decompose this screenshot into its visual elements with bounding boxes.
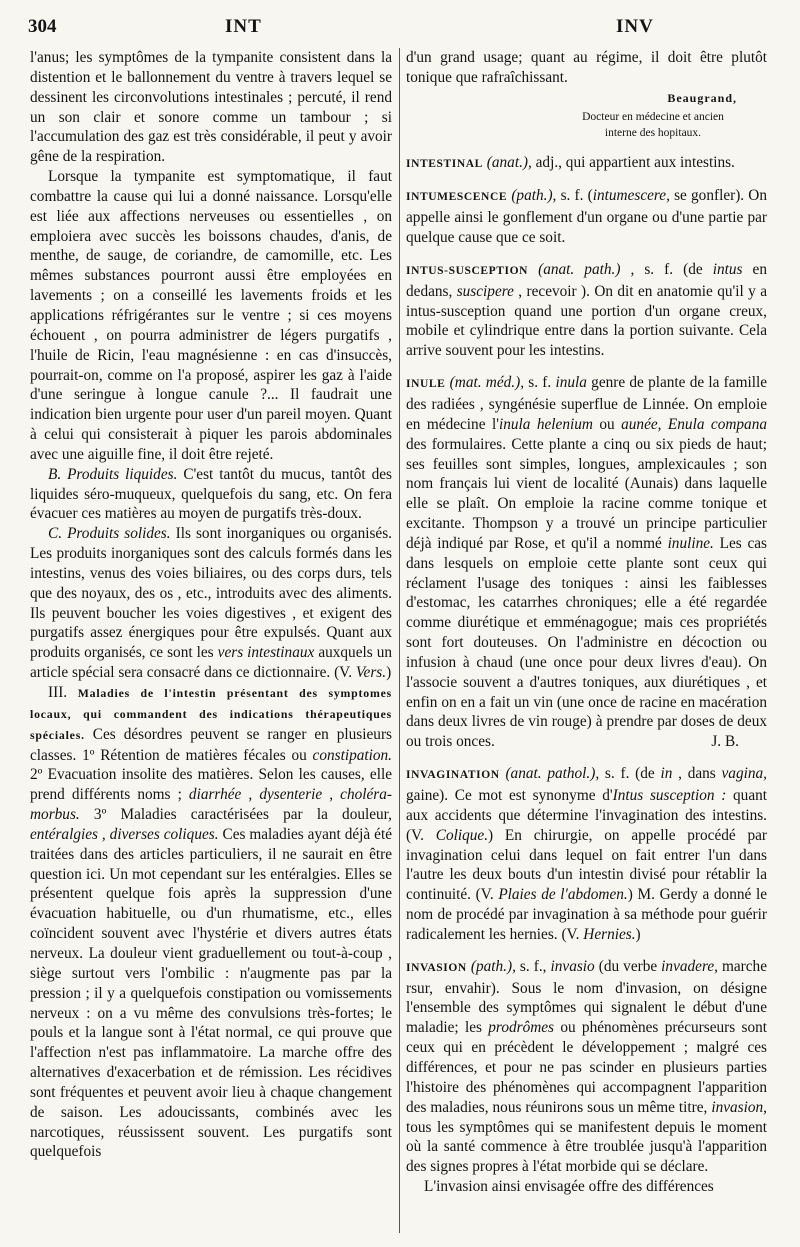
cross-reference: Plaies de l'abdomen. <box>498 886 628 904</box>
section-iii-paragraph: III. Maladies de l'intestin présentant des symptomes locaux, qui commandent des indications thérapeutiques spéciales. Ces désordres peuvent se ranger en plusieurs classes. 1º Rétention de matières fécales ou constipation. 2º Evacuation insolite des matières. Selon les causes, elle prend différents noms ; diarrhée , dysenterie , choléra-morbus. 3º Maladies caractérisées par la douleur, entéralgies , diverses coliques. Ces maladies ayant déjà été traitées dans des articles particuliers, il ne saurait en être question ici. Un mot cependant sur les entéralgies. Elles se présentent quelque fois après la suppression d'une évacuation habituelle, ou d'un rhumatisme, etc., elles coïncident souvent avec l'hystérie et divers autres états nerveux. La douleur vient graduellement ou tout-à-coup , siège surtout vers l'ombilic : n'augmente pas par la pression ; il y a quelquefois constipation ou vomissements nerveux : on a vu même des convulsions très-fortes; le pouls et la langue sont à l'état normal, ce qui prouve que l'affection n'est pas inflammatoire. La marche offre des alternatives d'exacerbation et de rémission. Les récidives sont fréquentes et peuvent avoir lieu à chaque changement de saison. Les adoucissants, combinés avec les narcotiques, réussissent souvent. Les purgatifs sont quelquefois <box>30 684 393 1161</box>
cross-reference: Colique. <box>435 826 489 844</box>
continuation-paragraph: d'un grand usage; quant au régime, il doit être plutôt tonique que rafraîchissant. <box>406 49 767 86</box>
page-number: 304 <box>28 16 57 37</box>
headword: INTUS-SUSCEPTION <box>406 264 529 277</box>
solid-products-paragraph: C. Produits solides. Ils sont inorganiques ou organisés. Les produits inorganiques sont des calculs formés dans les intestins, venus des voies biliaires, ou des corps durs, tels que des noyaux, des os , etc., introduits avec des aliments. Ils peuvent boucher les voies digestives , et exigent des purgatifs assez énergiques pour être expulsés. Quant aux produits organisés, ce sont les vers intestinaux auxquels un article spécial sera consacré dans ce dictionnaire. (V. Vers.) <box>30 525 393 682</box>
column-divider <box>399 48 400 1233</box>
headword: INVAGINATION <box>406 769 500 782</box>
entry-intus-susception: INTUS-SUSCEPTION (anat. path.) , s. f. (de intus en dedans, suscipere , recevoir ). On dit en anatomie qu'il y a intus-susception quand une portion d'un organe creux, mobile et cylindrique entre dans la portion suivante. Cela arrive souvent pour les intestins. <box>406 260 767 360</box>
section-iii-heading: Maladies de l'intestin présentant des symptomes locaux, qui commandent des indications thérapeutiques spéciales. <box>30 686 393 742</box>
headword: INVASION <box>406 961 467 974</box>
author-signature: Beaugrand, <box>667 90 737 105</box>
headword: INTUMESCENCE <box>406 191 508 204</box>
entry-invasion: INVASION (path.), s. f., invasio (du verbe invadere, marche rsur, envahir). Sous le nom d'invasion, on désigne l'ensemble des symptômes qui signalent le début d'une maladie; les prodrômes ou phénomènes précurseurs sont ceux qui en précèdent le développement ; malgré ces différences, et pour ne pas scinder en plusieurs parties l'histoire des phénomènes qui accompagnent l'apparition des maladies, nous réunirons sous un même titre, invasion, tous les symptômes qui se manifestent depuis le moment où la santé commence à être troublée jusqu'à l'apparition des signes propres à l'état morbide qui se déclare. <box>406 957 767 1176</box>
entry-inule: INULE (mat. méd.), s. f. inula genre de plante de la famille des radiées , syngénésie superflue de Linnée. On emploie en médecine l'inula helenium ou aunée, Enula compana des formulaires. Cette plante a cinq ou six pieds de haut; ses feuilles sont simples, longues, amplexicaules ; son nom français lui vient de localité (Aunais) dans laquelle elle se plaît. On emploie la racine comme tonique et excitante. Thompson y a trouvé un principe particulier déjà indiqué par Rose, et qu'il a nommé inuline. Les cas dans lesquels on emploie cette plante sont ceux qui réclament l'usage des toniques : ainsi les faiblesses d'estomac, les catarrhes chroniques; elle a été regardée comme diurétique et emménagogue; mais ces propriétés sont fort douteuses. On l'administre en décoction ou infusion à chaud (une once pour deux livres d'eau). On l'associe souvent a d'autres toniques, aux diurétiques , et enfin on en a fait un vin (une once de racine en macération dans deux livres de vin rouge) à prendre par doses de deux ou trois onces. J. B. <box>406 374 768 751</box>
entry-intestinal: INTESTINAL (anat.), adj., qui appartient aux intestins. <box>406 153 735 171</box>
liquid-products-paragraph: B. Produits liquides. C'est tantôt du mucus, tantôt des liquides séro-muqueux, quelquefois du sang, etc. On fera évacuer ces matières au moyen de purgatifs très-doux. <box>30 465 392 523</box>
entry-invagination: INVAGINATION (anat. pathol.), s. f. (de in , dans vagina, gaine). Ce mot est synonyme d'Intus susception : quant aux accidents que détermine l'invagination des intestins. (V. Colique.) En chirurgie, on appelle procédé par invagination celui dans lequel on fait entrer l'un dans l'autre les deux bouts d'un intestin divisé pour rétablir la continuité. (V. Plaies de l'abdomen.) M. Gerdy a donné le nom de procédé par invagination à sa méthode pour guérir radicalement les hernies. (V. Hernies.) <box>406 765 768 943</box>
right-column <box>406 48 767 1197</box>
section-c-label: C. Produits solides. <box>48 525 171 543</box>
page-header <box>28 10 778 40</box>
tympanite-treatment-paragraph: Lorsque la tympanite est symptomatique, il faut combattre la cause qui lui a donné naissance. Lorsqu'elle est liée aux affections nerveuses ou essentielles , on emploiera avec succès les boissons chaudes, d'anis, de menthe, de sauge, de coriandre, de camomille, etc. Les mêmes substances pourront aussi être employées en lavements ; on a conseillé les lavements froids et les applications réfrigérantes sur le ventre ; si ces moyens échouent , on pourra administrer de légers purgatifs , l'huile de Ricin, l'eau magnésienne : en cas d'insuccès, pourrait-on, comme on l'a proposé, aspirer les gaz à l'aide d'une seringue à longue canule ?... Il faudrait une indication bien urgente pour user d'un pareil moyen. Quant à celui qui consisterait à piquer les parois abdominales avec une aiguille fine, il doit être rejeté. <box>30 168 392 463</box>
left-running-head: INT <box>225 16 262 37</box>
right-running-head: INV <box>616 16 654 37</box>
invasion-continuation: L'invasion ainsi envisagée offre des différences <box>424 1178 714 1196</box>
entry-intumescence: INTUMESCENCE (path.), s. f. (intumescere, se gonfler). On appelle ainsi le gonflement d'un organe ou d'une partie par quelque cause que ce soit. <box>406 187 767 247</box>
cross-reference: Vers. <box>355 664 387 682</box>
headword: INULE <box>406 378 446 391</box>
tympanite-paragraph: l'anus; les symptômes de la tympanite consistent dans la distention et le ballonnement du ventre à travers lequel se dessinent les circonvolutions intestinales ; percuté, il rend un son clair et sonore comme un tambour ; si l'accumulation des gaz est très considérable, il peut y avoir gêne de la respiration. <box>30 49 392 166</box>
headword: INTESTINAL <box>406 157 483 170</box>
cross-reference: Hernies. <box>583 925 636 943</box>
section-b-label: B. Produits liquides. <box>48 465 178 483</box>
left-column <box>30 48 392 1162</box>
author-initials: J. B. <box>711 733 739 751</box>
author-credentials: Docteur en médecine et ancien interne des hopitaux. <box>582 110 724 139</box>
